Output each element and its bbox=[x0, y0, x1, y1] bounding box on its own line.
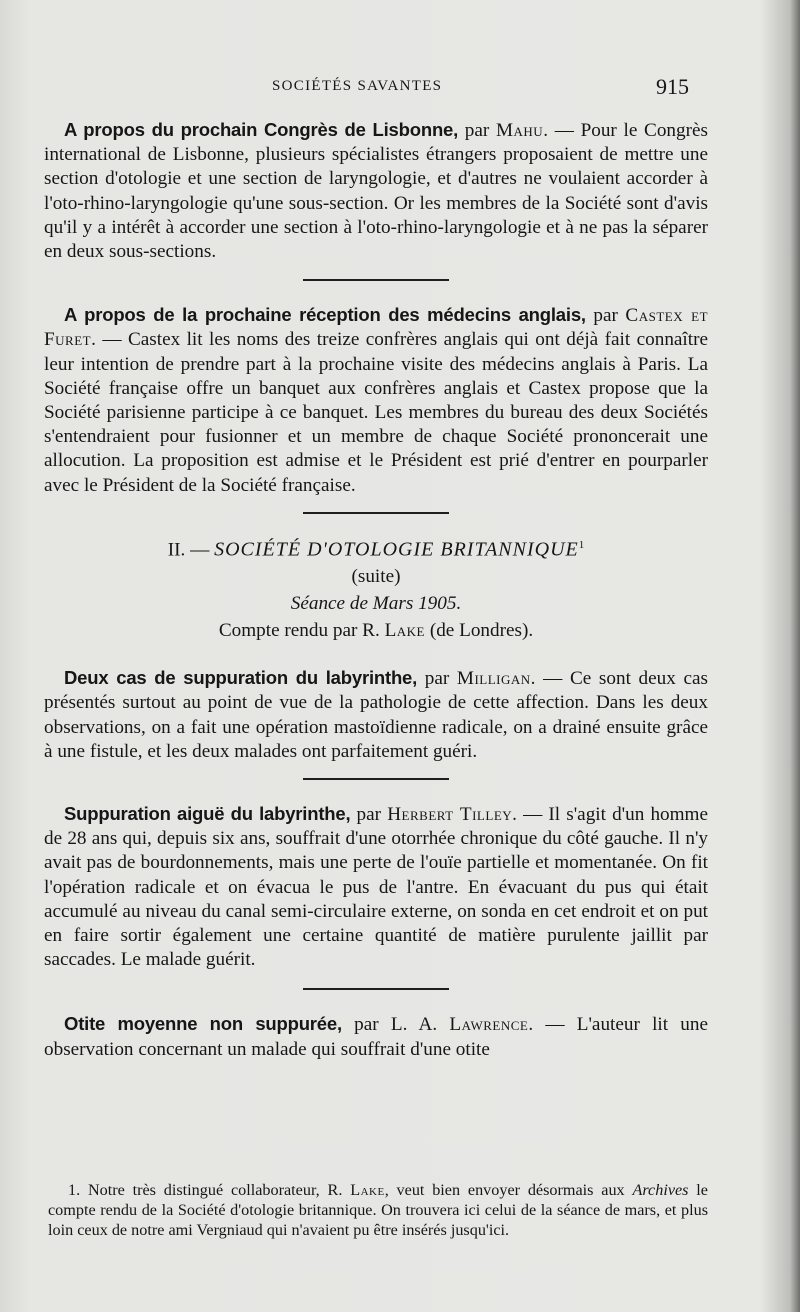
page-header bbox=[0, 76, 800, 104]
running-title: SOCIÉTÉS SAVANTES bbox=[272, 78, 443, 94]
section-heading: II. — SOCIÉTÉ D'OTOLOGIE BRITANNIQUE$^1$ bbox=[167, 538, 585, 561]
paragraph-title: Otite moyenne non suppurée, bbox=[64, 1013, 342, 1035]
separator-rule bbox=[303, 279, 449, 281]
separator-rule bbox=[303, 512, 449, 514]
paragraph-body: . — Ce sont deux cas présentés surtout au point de vue de la pathologie de cette affection. Dans les deux observations, on a fait une opération mastoïdienne radicale, on a drainé ensuite grâce à une fistule, et les deux malades ont parfaitement guéri. bbox=[44, 668, 709, 762]
paragraph-medecins-anglais: A propos de la prochaine réception des médecins anglais, par Castex et Furet. — Castex lit les noms des treize confrères anglais qui ont déjà fait connaître leur intention de prendre part à la prochaine visite des médecins anglais à Paris. La Société française offre un banquet aux confrères anglais et Castex propose que la Société parisienne participe à ce banquet. Les membres du bureau des deux Sociétés s'entendraient pour fusionner et un membre de chaque Société prononcerait une allocution. La proposition est admise et le Président est prié d'entrer en pourparler avec le Président de la Société française. bbox=[44, 304, 709, 496]
paragraph-deux-cas: Deux cas de suppuration du labyrinthe, par Milligan. — Ce sont deux cas présentés surtout au point de vue de la pathologie de cette affection. Dans les deux observations, on a fait une opération mastoïdienne radicale, on a drainé ensuite grâce à une fistule, et les deux malades ont parfaitement guéri. bbox=[44, 667, 709, 762]
section-heading-block bbox=[44, 532, 708, 644]
body-text bbox=[44, 118, 708, 1062]
paragraph-body: . — Pour le Congrès international de Lisbonne, plusieurs spécialistes étrangers proposaient de mettre une section d'otologie et une section de laryngologie, et d'autres ne voulaient accorder à l'oto-rhino-laryngologie qu'une sous-section. Or les membres de la Société sont d'avis qu'il y a intérêt à accorder une section à l'oto-rhino-laryngologie et à ne pas la séparer en deux sous-sections. bbox=[44, 120, 708, 263]
paragraph-body: . — Il s'agit d'un homme de 28 ans qui, depuis six ans, souffrait d'une otorrhée chronique du côté gauche. Il n'y avait pas de bourdonnements, mais une perte de l'ouïe partielle et momentanée. On fit l'opération radicale et on évacua le pus de l'antre. En évacuant du pus qui était accumulé au niveau du canal semi-circulaire externe, on sonda en cet endroit et on put en faire sortir également une certaine quantité de matière purulente jaillit par saccades. Le malade guérit. bbox=[44, 804, 709, 971]
session-date: Séance de Mars 1905. bbox=[290, 593, 462, 615]
paragraph-suppuration-aigue: Suppuration aiguë du labyrinthe, par Herbert Tilley. — Il s'agit d'un homme de 28 ans qui, depuis six ans, souffrait d'une otorrhée chronique du côté gauche. Il n'y avait pas de bourdonnements, mais une perte de l'ouïe partielle et momentanée. On fit l'opération radicale et on évacua le pus de l'antre. En évacuant du pus qui était accumulé au niveau du canal semi-circulaire externe, on sonda en cet endroit et on put en faire sortir également une certaine quantité de matière purulente jaillit par saccades. Le malade guérit. bbox=[44, 803, 709, 971]
paragraph-body: . — L'auteur lit une observation concernant un malade qui souffrait d'une otite bbox=[44, 1014, 708, 1060]
author-name: Mahu bbox=[495, 120, 544, 141]
footnote: 1. Notre très distingué collaborateur, R. Lake, veut bien envoyer désormais aux Archives le compte rendu de la Société d'otologie britannique. On trouvera ici celui de la séance de mars, et plus loin ceux de notre ami Vergniaud qui n'avaient pu être insérés jusqu'ici. bbox=[48, 1181, 708, 1239]
separator-rule bbox=[303, 988, 449, 990]
separator-rule bbox=[303, 778, 449, 780]
paragraph-lisbonne: A propos du prochain Congrès de Lisbonne, par Mahu. — Pour le Congrès international de Lisbonne, plusieurs spécialistes étrangers proposaient de mettre une section d'otologie et une section de laryngologie, et d'autres ne voulaient accorder à l'oto-rhino-laryngologie qu'une sous-section. Or les membres de la Société sont d'avis qu'il y a intérêt à accorder une section à l'oto-rhino-laryngologie et à ne pas la séparer en deux sous-sections. bbox=[44, 119, 708, 263]
footnote-number: 1. bbox=[68, 1181, 81, 1199]
author-name: Herbert Tilley bbox=[387, 804, 513, 826]
footnote-mark: 1 bbox=[578, 538, 585, 551]
paragraph-title: A propos de la prochaine réception des médecins anglais, bbox=[64, 304, 586, 326]
paragraph-title: Deux cas de suppuration du labyrinthe, bbox=[64, 667, 418, 689]
author-name: Castex et Furet bbox=[44, 305, 709, 351]
section-subheading: (suite) bbox=[351, 566, 401, 588]
paragraph-title: A propos du prochain Congrès de Lisbonne, bbox=[64, 119, 459, 140]
page-number: 915 bbox=[656, 74, 689, 99]
paragraph-body: . — Castex lit les noms des treize confrères anglais qui ont déjà fait connaître leur intention de prendre part à la prochaine visite des médecins anglais à Paris. La Société française offre un banquet aux confrères anglais et Castex propose que la Société parisienne participe à ce banquet. Les membres du bureau des deux Sociétés s'entendraient pour fusionner et un membre de chaque Société prononcerait une allocution. La proposition est admise et le Président est prié d'entrer en pourparler avec le Président de la Société française. bbox=[44, 329, 708, 496]
author-name: Milligan bbox=[456, 668, 531, 690]
report-byline: Compte rendu par R. Lake (de Londres). bbox=[218, 620, 534, 642]
paragraph-title: Suppuration aiguë du labyrinthe, bbox=[64, 803, 351, 825]
paragraph-otite-moyenne: Otite moyenne non suppurée, par L. A. Lawrence. — L'auteur lit une observation concernant un malade qui souffrait d'une otite bbox=[44, 1013, 708, 1060]
author-name: Lawrence bbox=[449, 1014, 529, 1036]
journal-title: Archives bbox=[632, 1181, 689, 1199]
